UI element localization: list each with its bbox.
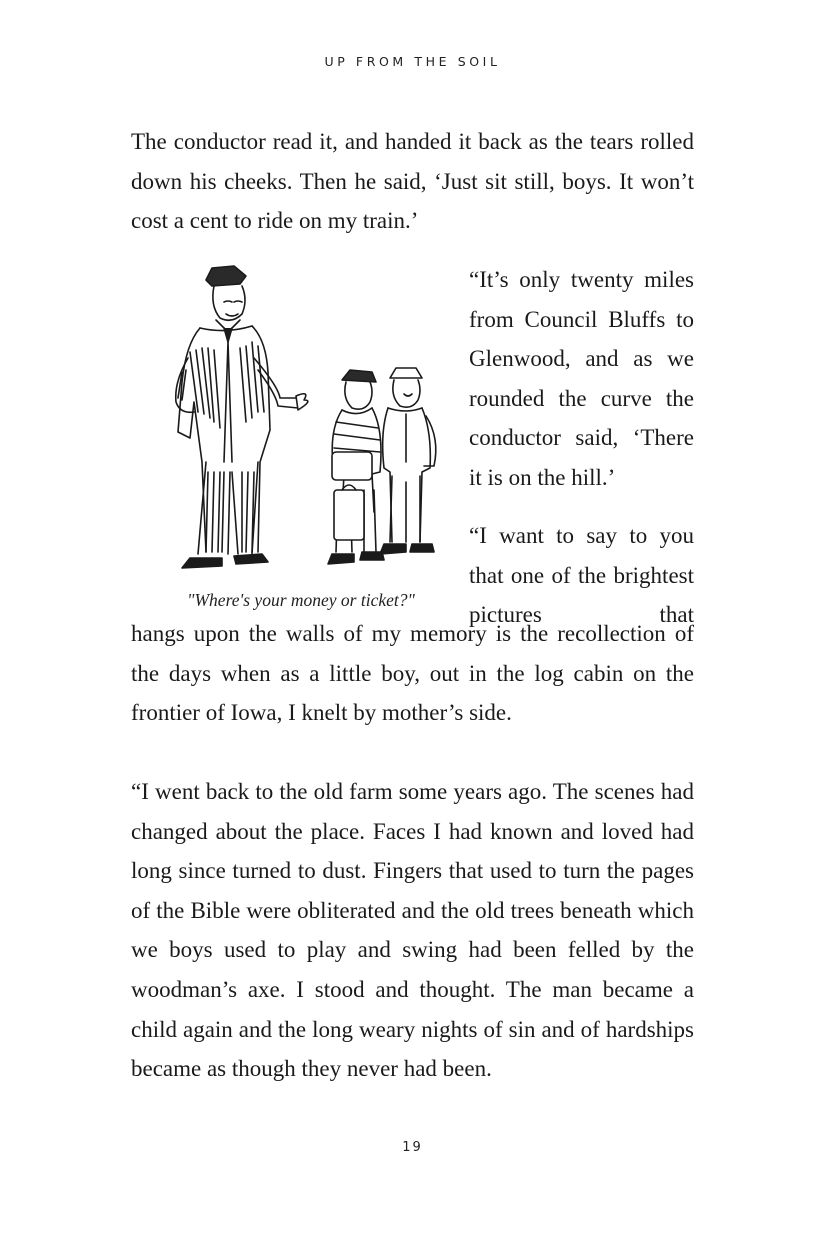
illustration-caption: "Where's your money or ticket?": [187, 590, 415, 610]
paragraph-council-bluffs: “It’s only twenty miles from Council Bluffs to Glenwood, and as we rounded the curve the conductor said, ‘There it is on the hill.’: [469, 267, 694, 490]
paragraph-old-farm: “I went back to the old farm some years ago. The scenes had changed about the place. Faces I had known and loved had long since turned to dust. Fingers that used to turn the pages of the Bible were obliterated and the old trees beneath which we boys used to play and swing had been felled by the woodman’s axe. I stood and thought. The man became a child again and the long weary nights of sin and of hardships became as though they never had been.: [131, 779, 694, 1082]
page-number: 19: [402, 1140, 423, 1155]
conductor-and-boys-illustration: [128, 262, 453, 582]
running-head: UP FROM THE SOIL: [324, 54, 501, 69]
paragraph-brightest-pictures-start: “I want to say to you that one of the brightest pictures that: [469, 523, 694, 628]
paragraph-conductor: The conductor read it, and handed it back as the tears rolled down his cheeks. Then he said, ‘Just sit still, boys. It won’t cost a cent to ride on my train.’: [131, 129, 694, 234]
paragraph-memory: hangs upon the walls of my memory is the recollection of the days when as a little boy, out in the log cabin on the frontier of Iowa, I knelt by mother’s side.: [131, 621, 694, 726]
